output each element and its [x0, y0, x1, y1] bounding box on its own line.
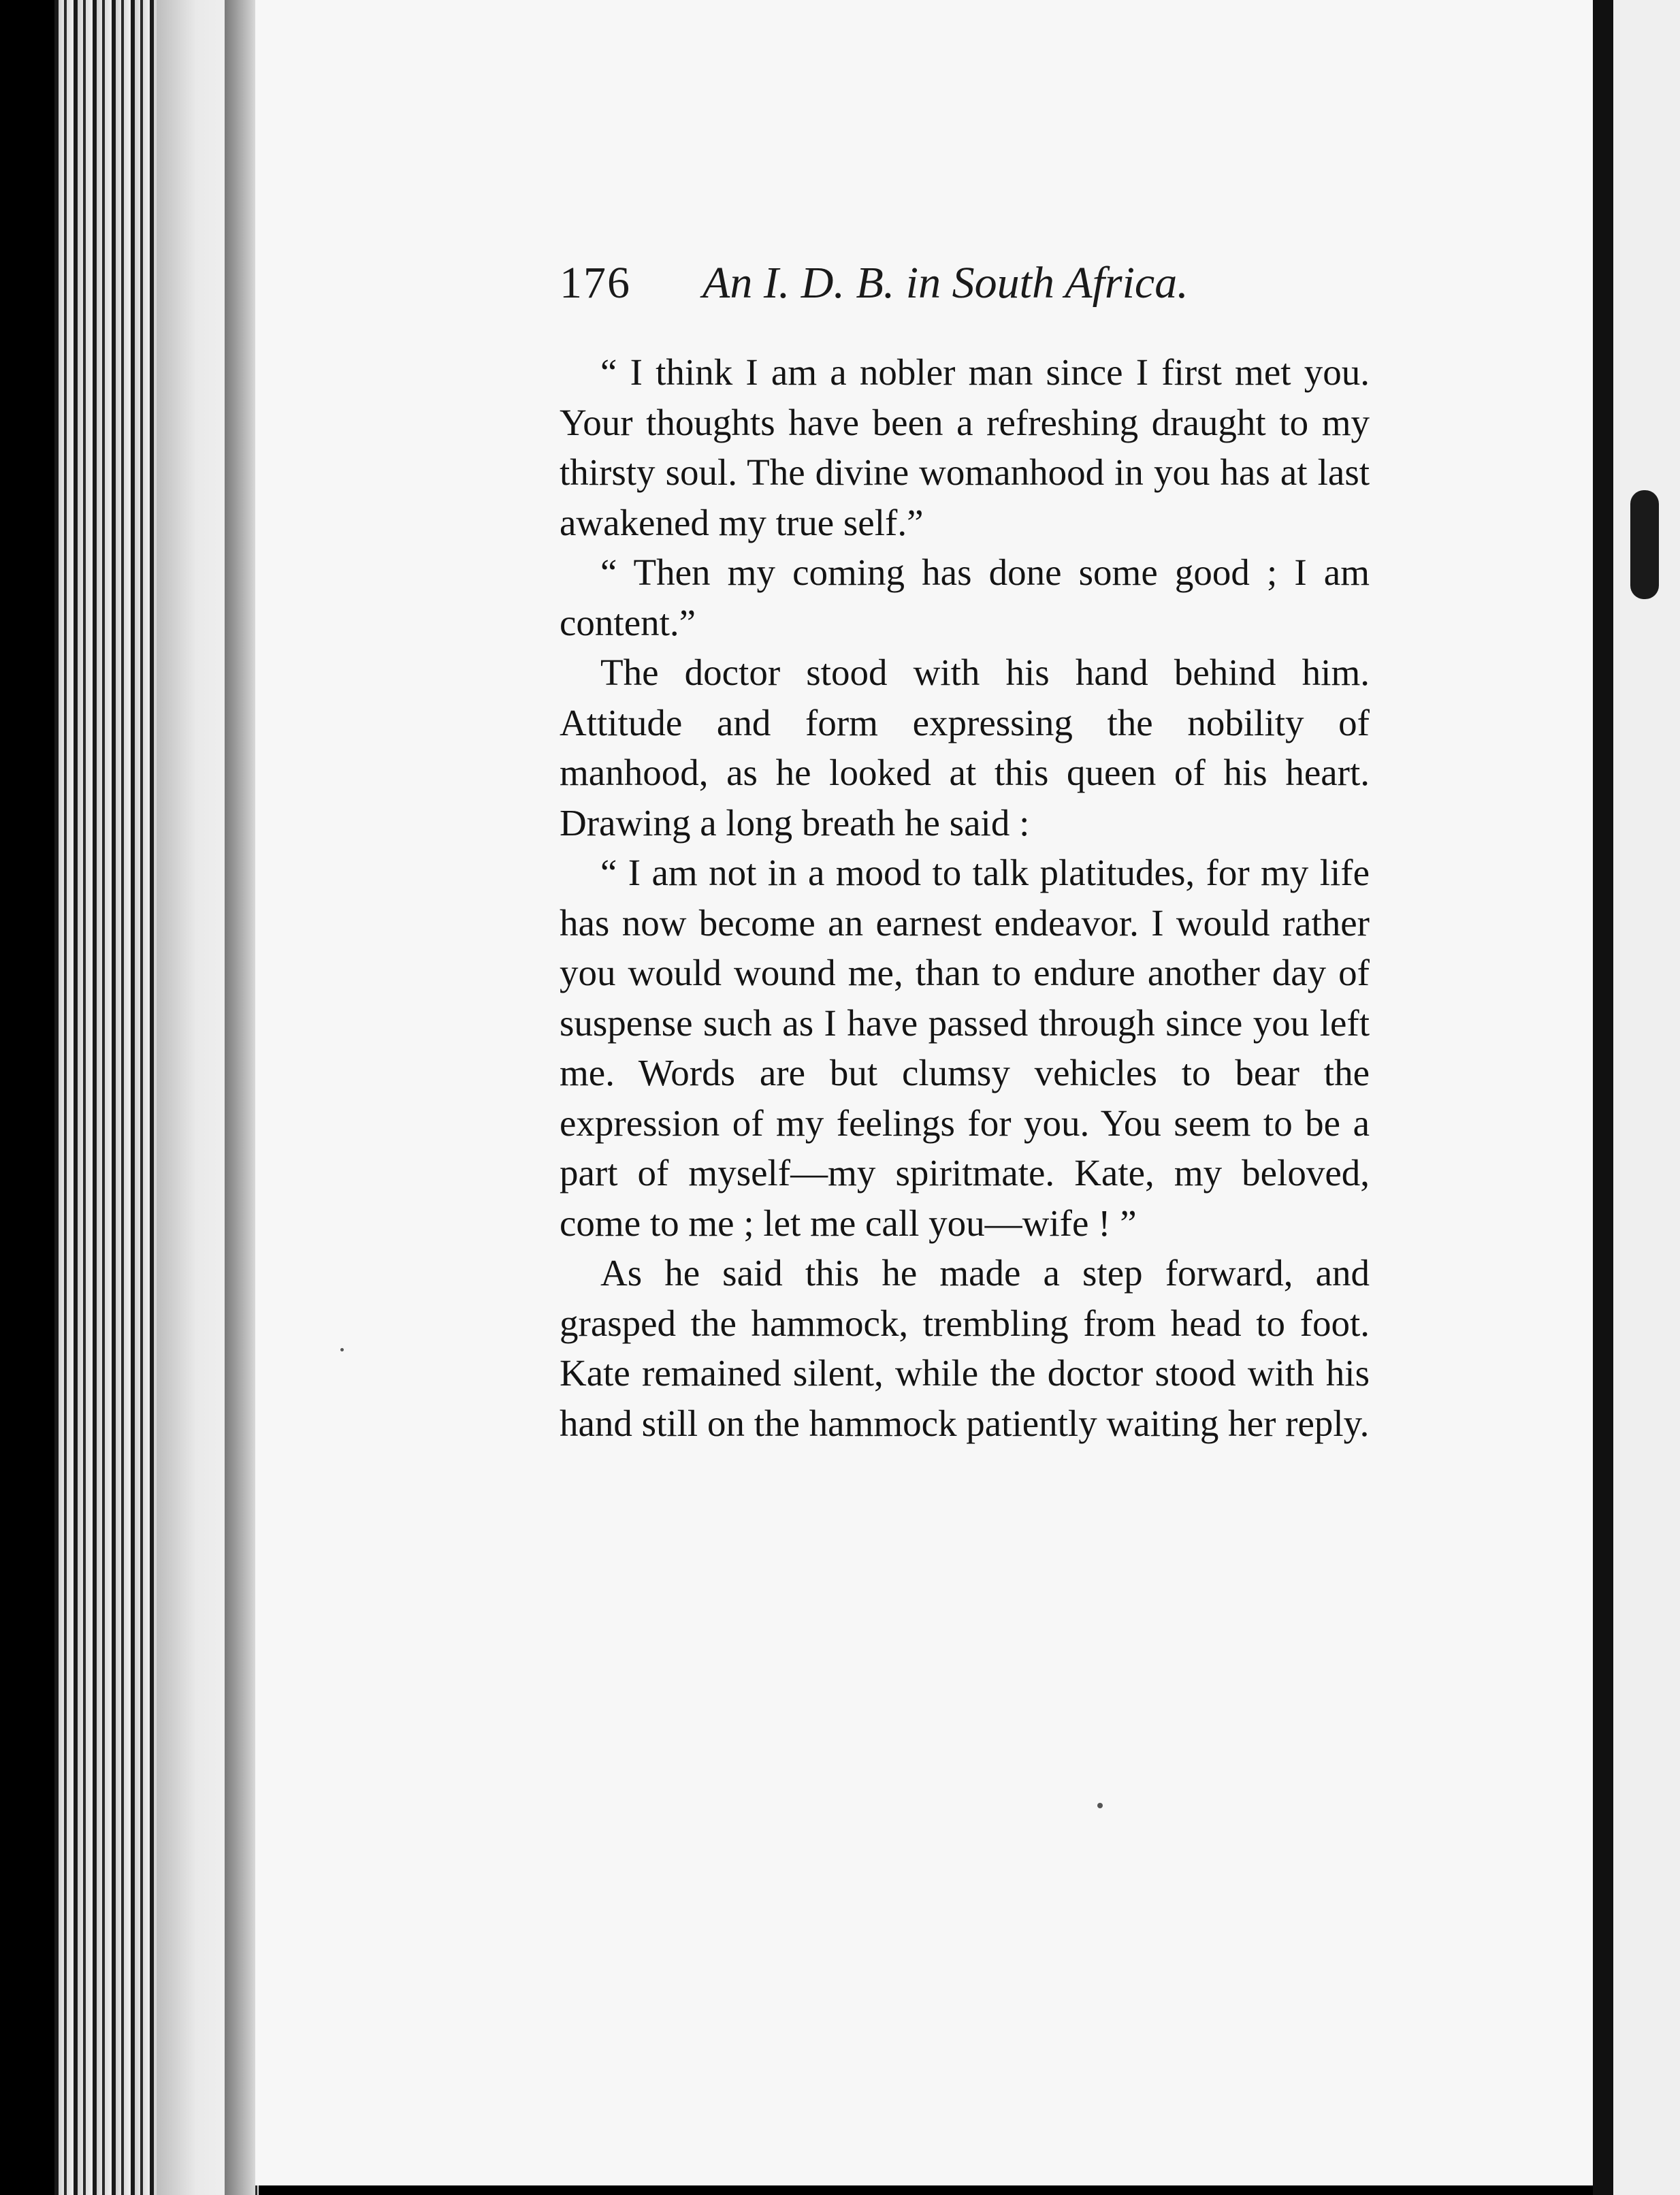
paragraph: “ I am not in a mood to talk platitudes, for my life has now become an earnest endeavor. I would rather you would wound me, than to endure another day of suspense such as I have passed through since you left me. Words are but clumsy vehicles to bear the expression of my feelings for you. You seem to be a part of myself—my spiritmate. Kate, my beloved, come to me ; let me call you—wife ! ”: [560, 852, 1370, 1244]
book-title: An I. D. B. in South Africa.: [702, 258, 1189, 308]
right-border-strip: [1593, 0, 1613, 2195]
ink-speck: [340, 1348, 344, 1351]
next-sheet-edge: [1613, 0, 1680, 2195]
page-number: 176: [560, 258, 631, 308]
gutter-shadow: [225, 0, 255, 2195]
paragraph: “ I think I am a nobler man since I first met you. Your thoughts have been a refreshing draught to my thirsty soul. The divine womanhood in you has at last awakened my true self.”: [560, 351, 1370, 543]
paragraph: As he said this he made a step forward, and grasped the hammock, trembling from head to foot. Kate remained silent, while the doctor stood with his hand still on the hammock patiently waiting her reply.: [560, 1252, 1370, 1444]
paragraph: The doctor stood with his hand behind him. Attitude and form expressing the nobility of manhood, as he looked at this queen of his heart. Drawing a long breath he said :: [560, 652, 1370, 844]
paragraph: “ Then my coming has done some good ; I am content.”: [560, 551, 1370, 643]
body-text: [560, 347, 1370, 1448]
binding-mark: [1630, 490, 1659, 599]
running-head: [560, 257, 1240, 339]
ink-speck: [1097, 1803, 1103, 1808]
